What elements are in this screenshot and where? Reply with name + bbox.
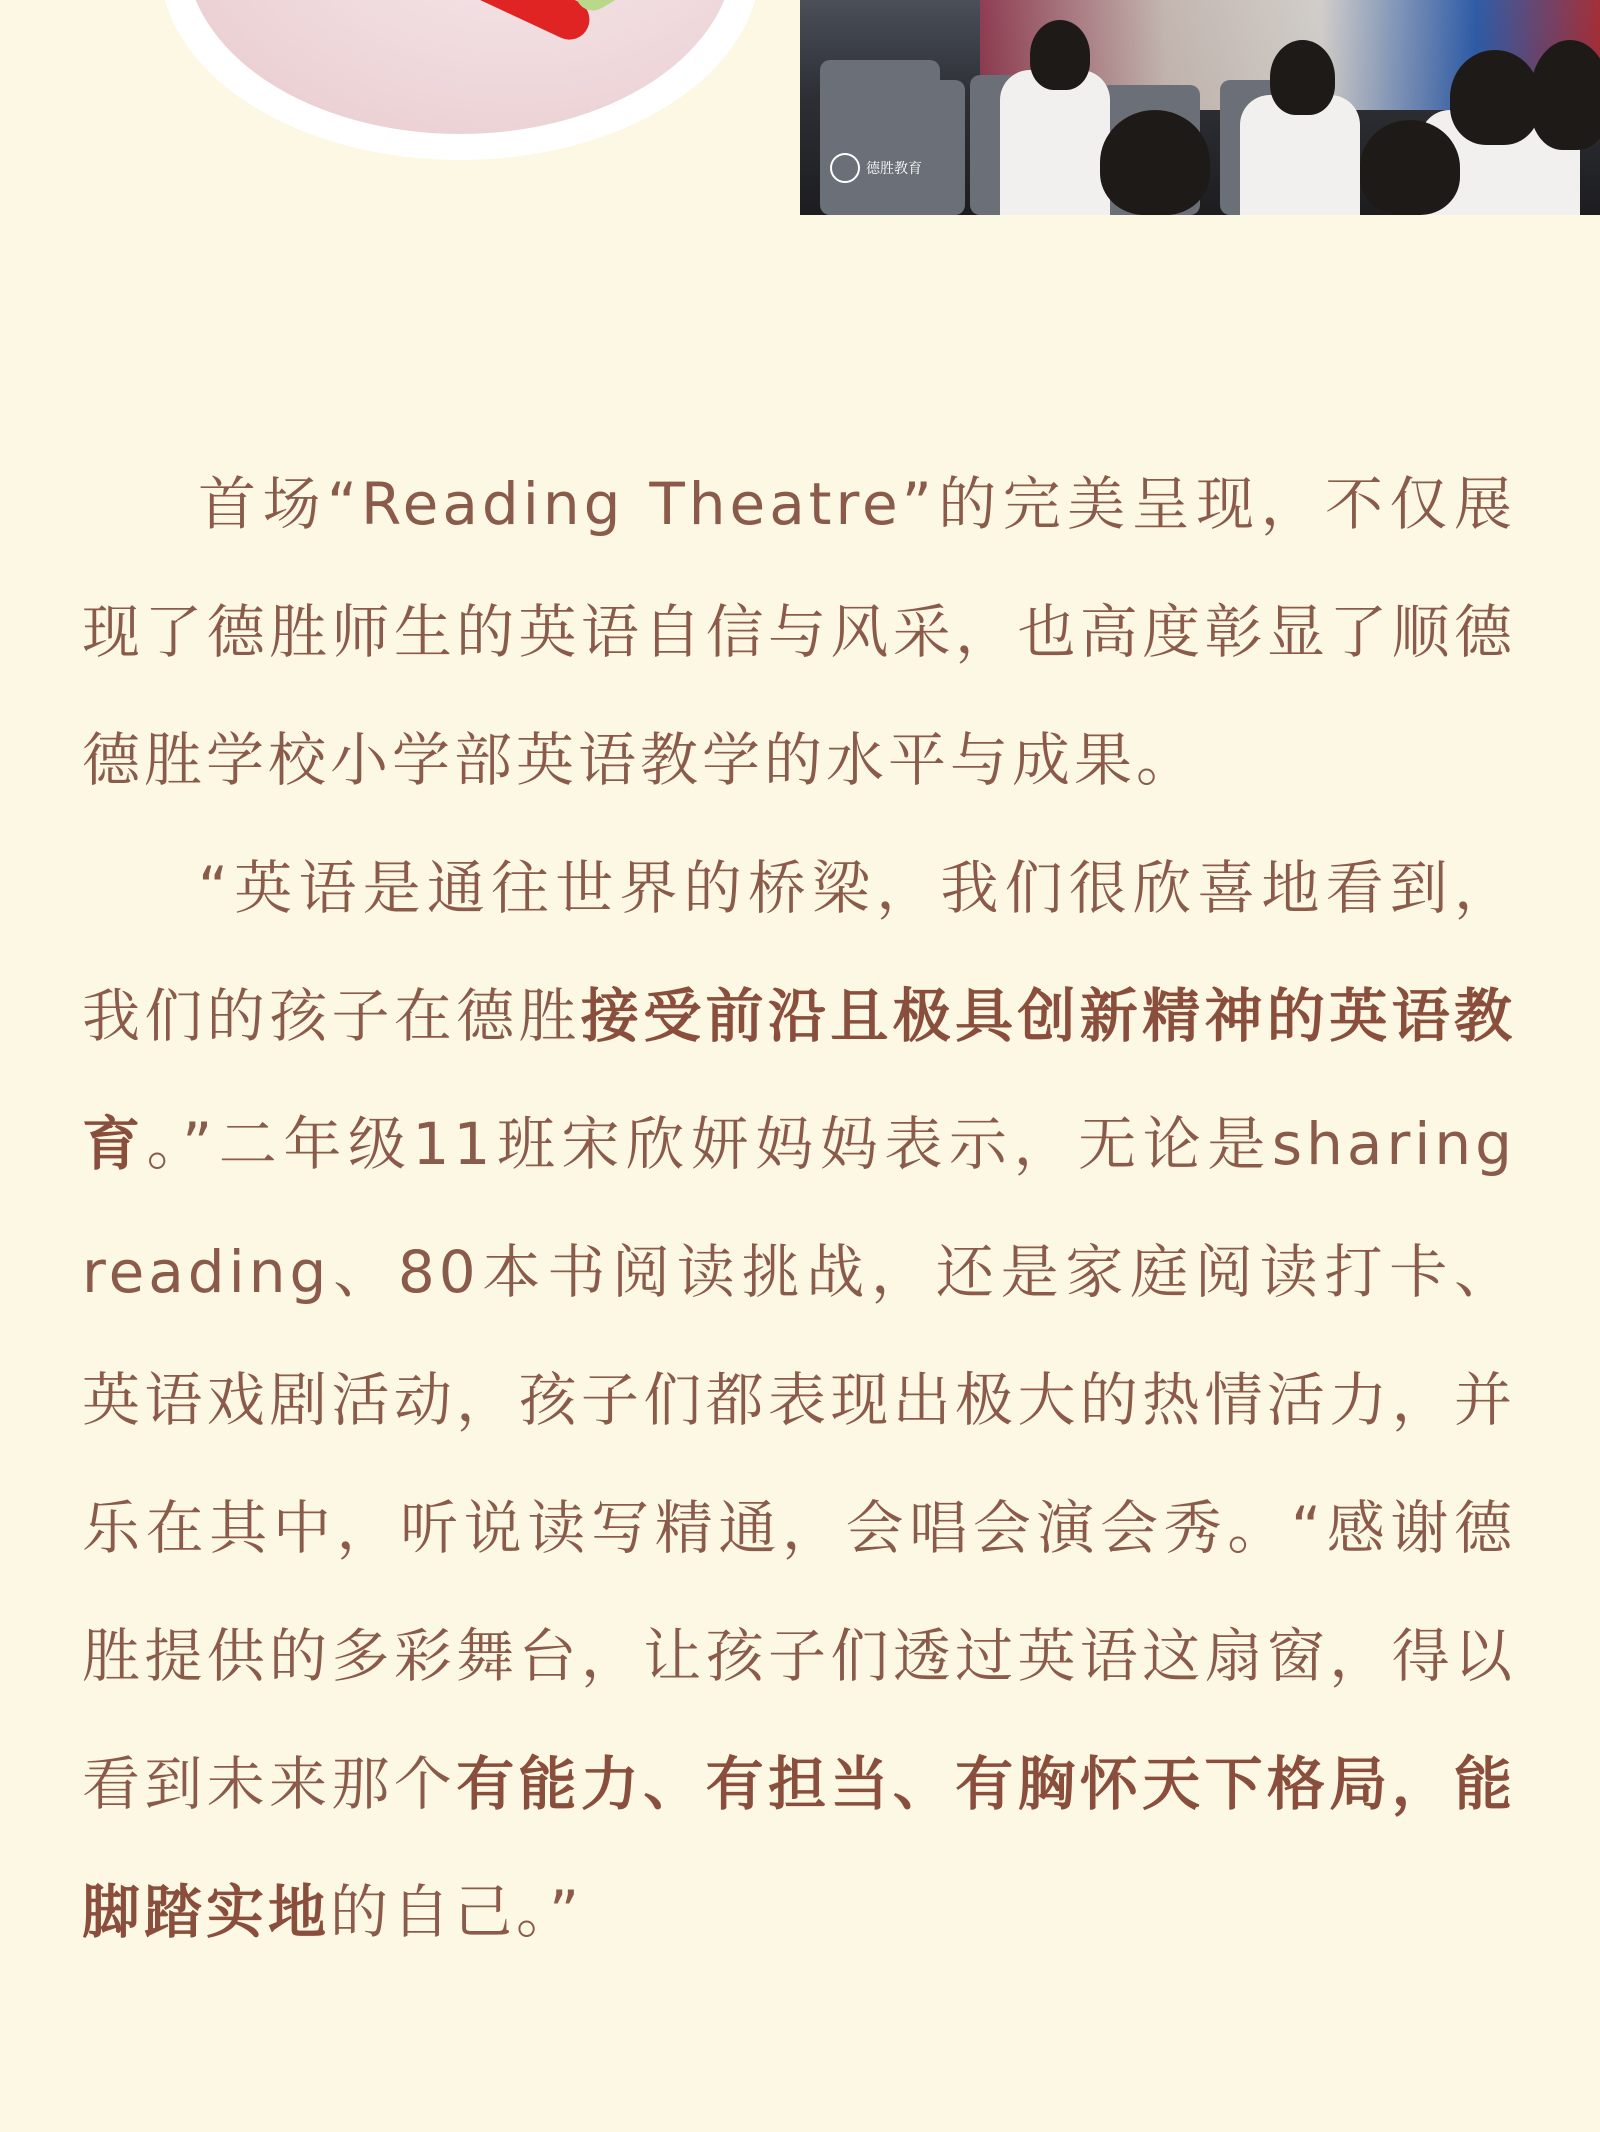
watermark-text: 德胜教育	[866, 161, 922, 177]
ribbon-red	[416, 0, 596, 46]
ribbon-photo-icon	[186, 0, 734, 134]
ribbon-green	[570, 0, 734, 17]
person-head	[1450, 50, 1540, 145]
person-head	[1030, 20, 1090, 90]
text: 。”二年级11班宋欣妍妈妈表示，无论是sharing reading、80本书阅读挑战，还是家庭阅读打卡、英语戏剧活动，孩子们都表现出极大的热情活力，并乐在其中，听说读写精通，会唱会演会秀。“感谢德胜提供的多彩舞台，让孩子们透过英语这扇窗，得以看到未来那个	[82, 1110, 1516, 1818]
person-head	[1530, 40, 1600, 150]
event-photo	[800, 0, 1600, 215]
person	[1000, 70, 1110, 215]
chair	[875, 80, 965, 215]
bold-text: 接受前沿且极具创新精神的英语教育	[82, 982, 1516, 1178]
paragraph-2	[82, 824, 1516, 1976]
watermark	[830, 150, 922, 186]
article-body	[82, 440, 1516, 1976]
paragraph-1: 首场“Reading Theatre”的完美呈现，不仅展现了德胜师生的英语自信与风采，也高度彰显了顺德德胜学校小学部英语教学的水平与成果。	[82, 470, 1516, 794]
person-head	[1360, 120, 1460, 215]
text: “英语是通往世界的桥梁，我们很欣喜地看到，我们的孩子在德胜	[82, 854, 1516, 1050]
logo-icon	[830, 153, 860, 183]
person-head	[1100, 110, 1210, 215]
text: 的自己。”	[330, 1878, 584, 1946]
bold-text: 有能力、有担当、有胸怀天下格局，能脚踏实地	[82, 1750, 1516, 1946]
ribbon-photo	[160, 0, 760, 160]
person-head	[1270, 40, 1335, 115]
